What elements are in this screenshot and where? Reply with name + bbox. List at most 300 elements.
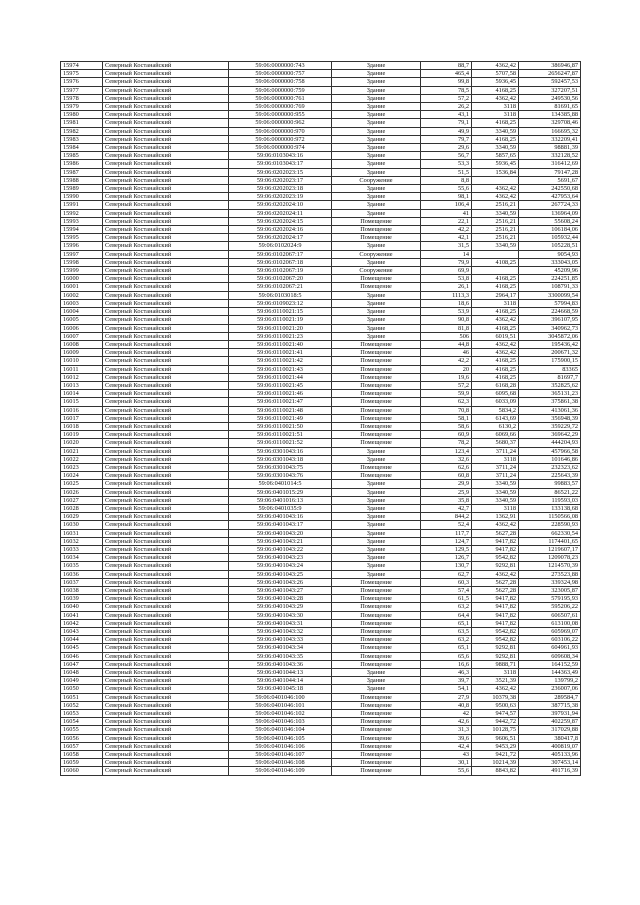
cadastral-value-cell: 2656247,87 [519,70,581,78]
unit-value-cell: 9888,71 [472,660,519,668]
cadastral-value-cell: 606507,61 [519,611,581,619]
object-type-cell: Помещение [332,636,421,644]
unit-value-cell: 4362,42 [472,340,519,348]
district-cell: Северный Костанайский [103,127,229,135]
object-type-cell: Помещение [332,742,421,750]
area-cell: 18,6 [421,299,472,307]
unit-value-cell: 9421,72 [472,751,519,759]
row-number-cell: 15978 [61,94,103,102]
district-cell: Северный Костанайский [103,234,229,242]
area-cell: 42,2 [421,226,472,234]
area-cell: 81,8 [421,324,472,332]
table-row [61,652,581,660]
object-type-cell: Здание [332,521,421,529]
district-cell: Северный Костанайский [103,324,229,332]
area-cell: 32,6 [421,455,472,463]
district-cell: Северный Костанайский [103,636,229,644]
unit-value-cell [472,267,519,275]
object-type-cell: Здание [332,545,421,553]
area-cell: 844,2 [421,513,472,521]
unit-value-cell: 4362,42 [472,685,519,693]
cadastral-number-cell: 59:06:0401046:100 [229,693,332,701]
district-cell: Северный Костанайский [103,160,229,168]
cadastral-number-cell: 59:06:0110021:45 [229,381,332,389]
cadastral-value-cell: 340962,73 [519,324,581,332]
district-cell: Северный Костанайский [103,414,229,422]
cadastral-number-cell: 59:06:0102067:17 [229,250,332,258]
row-number-cell: 15994 [61,226,103,234]
row-number-cell: 15988 [61,176,103,184]
object-type-cell: Помещение [332,422,421,430]
row-number-cell: 16022 [61,455,103,463]
table-row [61,644,581,652]
row-number-cell: 16010 [61,357,103,365]
unit-value-cell: 3340,59 [472,488,519,496]
table-row [61,86,581,94]
unit-value-cell: 3118 [472,455,519,463]
object-type-cell: Здание [332,94,421,102]
district-cell: Северный Костанайский [103,250,229,258]
unit-value-cell [472,250,519,258]
object-type-cell: Помещение [332,390,421,398]
table-row [61,521,581,529]
area-cell: 124,7 [421,537,472,545]
cadastral-value-cell: 332209,41 [519,135,581,143]
object-type-cell: Здание [332,291,421,299]
area-cell: 70,8 [421,406,472,414]
table-row [61,119,581,127]
unit-value-cell: 4168,25 [472,119,519,127]
district-cell: Северный Костанайский [103,767,229,775]
cadastral-number-cell: 59:06:0110021:43 [229,365,332,373]
cadastral-value-cell: 267724,33 [519,201,581,209]
object-type-cell: Помещение [332,349,421,357]
district-cell: Северный Костанайский [103,685,229,693]
table-row [61,234,581,242]
row-number-cell: 16029 [61,513,103,521]
district-cell: Северный Костанайский [103,144,229,152]
table-body [61,62,581,776]
district-cell: Северный Костанайский [103,332,229,340]
cadastral-number-cell: 59:06:0401043:27 [229,587,332,595]
area-cell: 62,6 [421,463,472,471]
table-row [61,70,581,78]
cadastral-value-cell: 316412,69 [519,160,581,168]
row-number-cell: 15991 [61,201,103,209]
unit-value-cell: 9542,82 [472,628,519,636]
row-number-cell: 16017 [61,414,103,422]
district-cell: Северный Костанайский [103,193,229,201]
object-type-cell: Здание [332,677,421,685]
cadastral-value-cell: 166695,32 [519,127,581,135]
district-cell: Северный Костанайский [103,185,229,193]
unit-value-cell: 4168,25 [472,283,519,291]
table-row [61,365,581,373]
area-cell: 130,7 [421,562,472,570]
object-type-cell: Помещение [332,275,421,283]
cadastral-number-cell: 59:06:0110021:44 [229,373,332,381]
row-number-cell: 16004 [61,308,103,316]
district-cell: Северный Костанайский [103,554,229,562]
cadastral-number-cell: 59:06:0102024:9 [229,242,332,250]
district-cell: Северный Костанайский [103,628,229,636]
row-number-cell: 16058 [61,751,103,759]
table-row [61,152,581,160]
row-number-cell: 15985 [61,152,103,160]
cadastral-value-cell: 232323,62 [519,463,581,471]
unit-value-cell: 5627,28 [472,529,519,537]
area-cell: 62,3 [421,398,472,406]
area-cell: 58,1 [421,414,472,422]
table-row [61,324,581,332]
table-row [61,275,581,283]
area-cell: 106,4 [421,201,472,209]
cadastral-number-cell: 59:06:0000000:962 [229,119,332,127]
table-row [61,685,581,693]
cadastral-number-cell: 59:06:0202024:17 [229,234,332,242]
cadastral-value-cell: 613100,08 [519,619,581,627]
area-cell: 41 [421,209,472,217]
table-row [61,742,581,750]
object-type-cell: Здание [332,324,421,332]
unit-value-cell: 9542,82 [472,554,519,562]
table-row [61,291,581,299]
row-number-cell: 16013 [61,381,103,389]
unit-value-cell: 9453,29 [472,742,519,750]
object-type-cell: Здание [332,513,421,521]
district-cell: Северный Костанайский [103,677,229,685]
cadastral-number-cell: 59:06:0000000:970 [229,127,332,135]
cadastral-number-cell: 59:06:0102067:18 [229,258,332,266]
table-row [61,111,581,119]
cadastral-value-cell: 491716,39 [519,767,581,775]
cadastral-number-cell: 59:06:0401043:25 [229,570,332,578]
object-type-cell: Помещение [332,414,421,422]
cadastral-value-cell: 81691,65 [519,103,581,111]
area-cell: 78,5 [421,86,472,94]
district-cell: Северный Костанайский [103,545,229,553]
area-cell: 42,7 [421,504,472,512]
cadastral-number-cell: 59:06:0110021:49 [229,414,332,422]
object-type-cell: Помещение [332,611,421,619]
cadastral-number-cell: 59:06:0000000:972 [229,135,332,143]
table-row [61,611,581,619]
area-cell: 117,7 [421,529,472,537]
table-row [61,595,581,603]
district-cell: Северный Костанайский [103,267,229,275]
cadastral-value-cell: 356948,39 [519,414,581,422]
district-cell: Северный Костанайский [103,472,229,480]
row-number-cell: 16008 [61,340,103,348]
table-row [61,619,581,627]
table-row [61,209,581,217]
unit-value-cell: 3711,24 [472,472,519,480]
unit-value-cell: 6069,66 [472,431,519,439]
table-row [61,62,581,70]
object-type-cell: Здание [332,447,421,455]
unit-value-cell: 4168,25 [472,86,519,94]
unit-value-cell: 4168,25 [472,373,519,381]
unit-value-cell: 10214,39 [472,759,519,767]
table-row [61,160,581,168]
object-type-cell: Здание [332,127,421,135]
area-cell: 60,8 [421,472,472,480]
unit-value-cell: 6095,68 [472,390,519,398]
cadastral-value-cell: 380417,8 [519,734,581,742]
cadastral-value-cell: 603106,22 [519,636,581,644]
object-type-cell: Здание [332,201,421,209]
row-number-cell: 16034 [61,554,103,562]
object-type-cell: Сооружение [332,250,421,258]
district-cell: Северный Костанайский [103,431,229,439]
cadastral-value-cell: 352825,62 [519,381,581,389]
area-cell: 25,9 [421,488,472,496]
area-cell: 79,1 [421,119,472,127]
cadastral-number-cell: 59:06:0110021:46 [229,390,332,398]
cadastral-value-cell: 200671,32 [519,349,581,357]
object-type-cell: Здание [332,103,421,111]
district-cell: Северный Костанайский [103,201,229,209]
unit-value-cell: 9417,82 [472,611,519,619]
object-type-cell: Здание [332,119,421,127]
area-cell: 98,1 [421,193,472,201]
district-cell: Северный Костанайский [103,480,229,488]
row-number-cell: 16027 [61,496,103,504]
district-cell: Северный Костанайский [103,726,229,734]
unit-value-cell: 4108,25 [472,258,519,266]
cadastral-number-cell: 59:06:0401046:108 [229,759,332,767]
cadastral-number-cell: 59:06:0401043:17 [229,521,332,529]
district-cell: Северный Костанайский [103,217,229,225]
district-cell: Северный Костанайский [103,422,229,430]
unit-value-cell: 9442,72 [472,718,519,726]
row-number-cell: 16036 [61,570,103,578]
cadastral-number-cell: 59:06:0301043:75 [229,463,332,471]
object-type-cell: Помещение [332,357,421,365]
district-cell: Северный Костанайский [103,439,229,447]
cadastral-number-cell: 59:06:0110021:41 [229,349,332,357]
object-type-cell: Помещение [332,644,421,652]
table-row [61,349,581,357]
area-cell: 44,8 [421,340,472,348]
area-cell: 30,1 [421,759,472,767]
table-row [61,587,581,595]
area-cell: 55,6 [421,185,472,193]
unit-value-cell: 4362,42 [472,62,519,70]
district-cell: Северный Костанайский [103,152,229,160]
row-number-cell: 15987 [61,168,103,176]
unit-value-cell: 9606,51 [472,734,519,742]
district-cell: Северный Костанайский [103,299,229,307]
row-number-cell: 15982 [61,127,103,135]
table-row [61,78,581,86]
area-cell: 53,9 [421,308,472,316]
row-number-cell: 16031 [61,529,103,537]
unit-value-cell: 3340,59 [472,127,519,135]
cadastral-value-cell: 1219607,17 [519,545,581,553]
district-cell: Северный Костанайский [103,62,229,70]
object-type-cell: Помещение [332,217,421,225]
area-cell: 129,5 [421,545,472,553]
area-cell: 49,9 [421,127,472,135]
cadastral-value-cell: 98881,39 [519,144,581,152]
cadastral-number-cell: 59:06:0102067:21 [229,283,332,291]
table-row [61,472,581,480]
cadastral-number-cell: 59:06:0401043:32 [229,628,332,636]
cadastral-number-cell: 59:06:0401043:34 [229,644,332,652]
cadastral-number-cell: 59:06:0000000:974 [229,144,332,152]
area-cell: 16,6 [421,660,472,668]
table-row [61,398,581,406]
row-number-cell: 16003 [61,299,103,307]
area-cell: 42,1 [421,234,472,242]
table-row [61,496,581,504]
cadastral-value-cell: 405133,96 [519,751,581,759]
area-cell: 46 [421,349,472,357]
object-type-cell: Помещение [332,718,421,726]
unit-value-cell: 5936,45 [472,78,519,86]
row-number-cell: 16032 [61,537,103,545]
unit-value-cell: 10379,38 [472,693,519,701]
row-number-cell: 16023 [61,463,103,471]
district-cell: Северный Костанайский [103,595,229,603]
district-cell: Северный Костанайский [103,406,229,414]
unit-value-cell: 3118 [472,504,519,512]
district-cell: Северный Костанайский [103,496,229,504]
row-number-cell: 15996 [61,242,103,250]
object-type-cell: Помещение [332,463,421,471]
cadastral-number-cell: 59:06:0110021:48 [229,406,332,414]
district-cell: Северный Костанайский [103,504,229,512]
unit-value-cell: 4168,25 [472,308,519,316]
cadastral-value-cell: 242550,68 [519,185,581,193]
unit-value-cell: 9542,82 [472,636,519,644]
row-number-cell: 16019 [61,431,103,439]
row-number-cell: 16024 [61,472,103,480]
table-row [61,373,581,381]
cadastral-value-cell: 105932,44 [519,234,581,242]
row-number-cell: 16038 [61,587,103,595]
cadastral-number-cell: 59:06:0401046:106 [229,742,332,750]
table-row [61,669,581,677]
unit-value-cell [472,176,519,184]
cadastral-number-cell: 59:06:0102067:19 [229,267,332,275]
row-number-cell: 16021 [61,447,103,455]
object-type-cell: Помещение [332,587,421,595]
cadastral-value-cell: 249530,56 [519,94,581,102]
cadastral-number-cell: 59:06:0110021:51 [229,431,332,439]
cadastral-number-cell: 59:06:0401044:14 [229,677,332,685]
cadastral-number-cell: 59:06:0401046:102 [229,710,332,718]
cadastral-value-cell: 427953,64 [519,193,581,201]
district-cell: Северный Костанайский [103,742,229,750]
table-row [61,701,581,709]
unit-value-cell: 4362,42 [472,316,519,324]
cadastral-number-cell: 59:06:0401043:31 [229,619,332,627]
table-row [61,127,581,135]
cadastral-number-cell: 59:06:0110021:19 [229,316,332,324]
cadastral-value-cell: 396107,95 [519,316,581,324]
object-type-cell: Помещение [332,751,421,759]
row-number-cell: 15989 [61,185,103,193]
row-number-cell: 16007 [61,332,103,340]
district-cell: Северный Костанайский [103,513,229,521]
unit-value-cell: 6143,69 [472,414,519,422]
cadastral-number-cell: 59:06:0110021:40 [229,340,332,348]
object-type-cell: Здание [332,160,421,168]
cadastral-number-cell: 59:06:0202023:19 [229,193,332,201]
cadastral-value-cell: 55608,24 [519,217,581,225]
object-type-cell: Помещение [332,595,421,603]
unit-value-cell: 9474,57 [472,710,519,718]
object-type-cell: Сооружение [332,176,421,184]
district-cell: Северный Костанайский [103,611,229,619]
cadastral-value-cell: 119593,03 [519,496,581,504]
unit-value-cell: 2516,21 [472,234,519,242]
cadastral-number-cell: 59:06:0000000:955 [229,111,332,119]
table-row [61,422,581,430]
unit-value-cell: 4362,42 [472,94,519,102]
object-type-cell: Помещение [332,373,421,381]
unit-value-cell: 4168,25 [472,275,519,283]
cadastral-number-cell: 59:06:0401014:5 [229,480,332,488]
table-row [61,488,581,496]
object-type-cell: Здание [332,86,421,94]
unit-value-cell: 3340,59 [472,144,519,152]
area-cell: 465,4 [421,70,472,78]
table-row [61,176,581,184]
cadastral-value-cell: 136964,09 [519,209,581,217]
district-cell: Северный Костанайский [103,103,229,111]
district-cell: Северный Костанайский [103,455,229,463]
cadastral-number-cell: 59:06:0110021:20 [229,324,332,332]
row-number-cell: 15974 [61,62,103,70]
area-cell: 26,2 [421,103,472,111]
cadastral-value-cell: 1214570,39 [519,562,581,570]
cadastral-number-cell: 59:06:0103018:5 [229,291,332,299]
table-row [61,185,581,193]
row-number-cell: 15976 [61,78,103,86]
unit-value-cell: 4168,25 [472,324,519,332]
unit-value-cell: 6033,09 [472,398,519,406]
district-cell: Северный Костанайский [103,570,229,578]
object-type-cell: Помещение [332,726,421,734]
cadastral-value-cell: 662330,54 [519,529,581,537]
object-type-cell: Здание [332,209,421,217]
row-number-cell: 15998 [61,258,103,266]
cadastral-number-cell: 59:06:0401035:9 [229,504,332,512]
table-row [61,603,581,611]
row-number-cell: 16060 [61,767,103,775]
table-row [61,710,581,718]
cadastral-value-cell: 139799,2 [519,677,581,685]
row-number-cell: 16037 [61,578,103,586]
unit-value-cell: 2964,17 [472,291,519,299]
unit-value-cell: 3118 [472,669,519,677]
cadastral-value-cell: 228590,93 [519,521,581,529]
row-number-cell: 16051 [61,693,103,701]
cadastral-value-cell: 375861,38 [519,398,581,406]
unit-value-cell: 9417,82 [472,545,519,553]
area-cell: 88,7 [421,62,472,70]
district-cell: Северный Костанайский [103,275,229,283]
unit-value-cell: 5834,2 [472,406,519,414]
table-row [61,751,581,759]
district-cell: Северный Костанайский [103,603,229,611]
cadastral-value-cell: 144363,49 [519,669,581,677]
cadastral-value-cell: 289584,7 [519,693,581,701]
cadastral-number-cell: 59:06:0202023:17 [229,176,332,184]
